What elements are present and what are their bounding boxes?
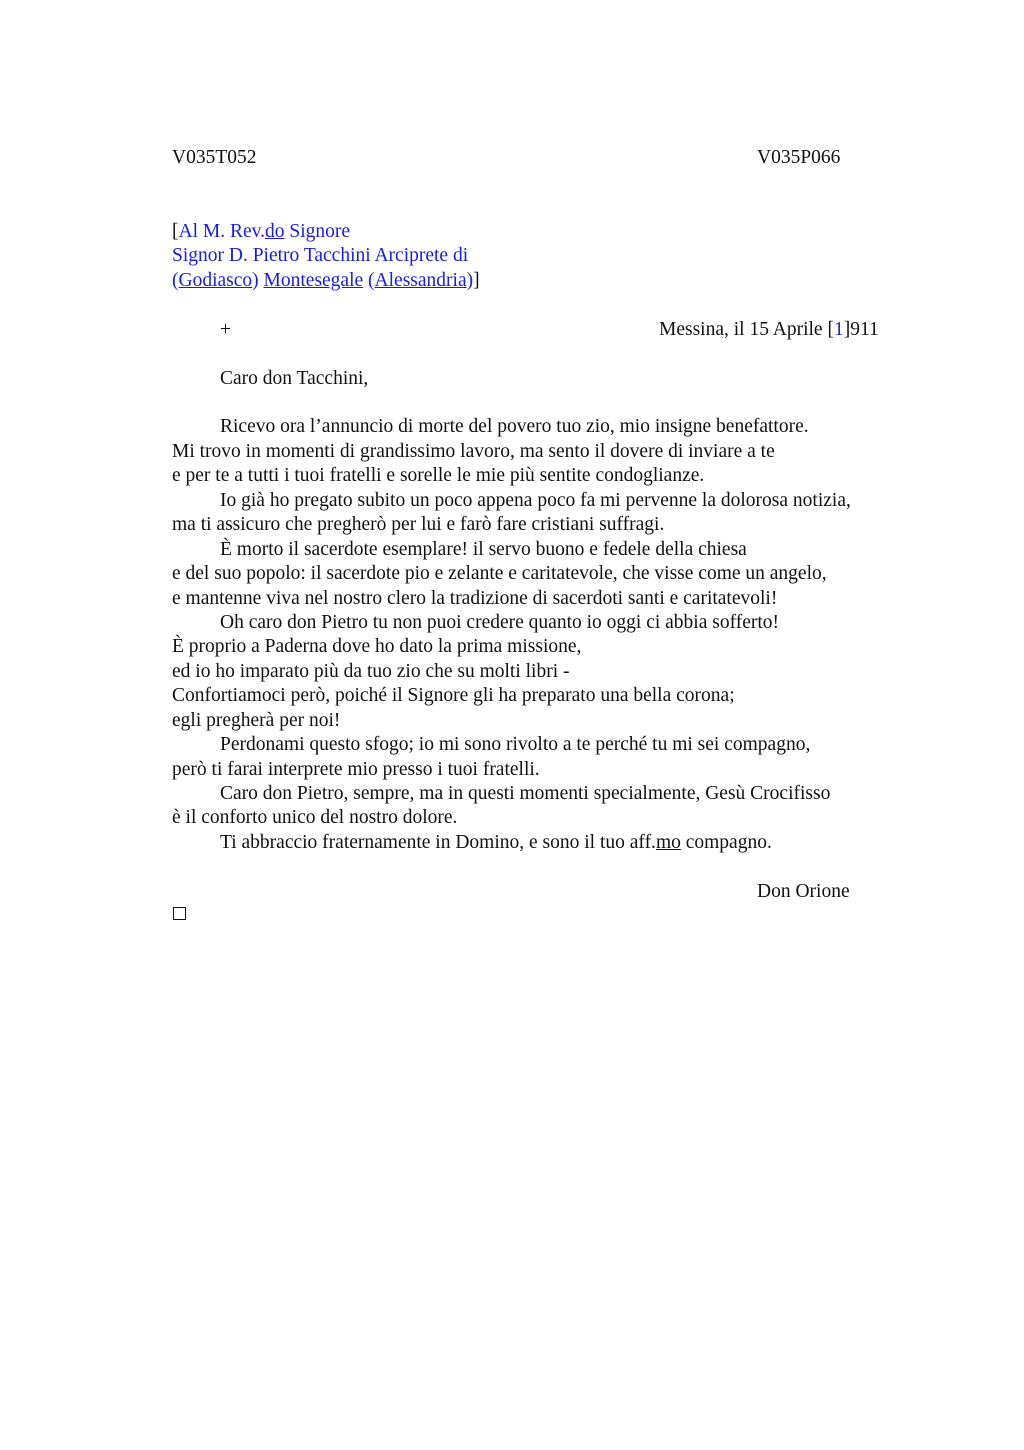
body-line: Mi trovo in momenti di grandissimo lavoro, ma sento il dovere di inviare a te: [172, 441, 775, 462]
address-line-1: [172, 220, 350, 244]
closing-abbreviation: mo: [655, 832, 681, 853]
body-line: ma ti assicuro che pregherò per lui e farò fare cristiani suffragi.: [172, 514, 665, 535]
place-link-godiasco[interactable]: Godiasco: [178, 270, 253, 291]
body-line: però ti farai interprete mio presso i tuoi fratelli.: [172, 759, 540, 780]
body-line: Caro don Pietro, sempre, ma in questi momenti specialmente, Gesù Crocifisso: [220, 783, 831, 804]
body-line: Confortiamoci però, poiché il Signore gli ha preparato una bella corona;: [172, 685, 735, 706]
dateline: Messina, il 15 Aprile [1]911: [659, 319, 879, 340]
salutation: Caro don Tacchini,: [220, 368, 369, 389]
end-marker-box-icon: [173, 907, 186, 920]
body-line: ed io ho imparato più da tuo zio che su molti libri -: [172, 661, 570, 682]
place-link-montesegale[interactable]: Montesegale: [263, 270, 364, 291]
year-digit-editorial: 1: [833, 319, 844, 340]
address-close-bracket: ]: [473, 270, 480, 291]
body-line: egli pregherà per noi!: [172, 710, 341, 731]
address-recipient-title: Al M. Rev.do Signore: [178, 221, 351, 242]
body-line: è il conforto unico del nostro dolore.: [172, 807, 458, 828]
body-line: e per te a tutti i tuoi fratelli e sorelle le mie più sentite condoglianze.: [172, 465, 705, 486]
body-line: È proprio a Paderna dove ho dato la prima missione,: [172, 636, 582, 657]
body-line: È morto il sacerdote esemplare! il servo buono e fedele della chiesa: [220, 539, 747, 560]
place-link-alessandria[interactable]: Alessandria: [374, 270, 467, 291]
body-line: Oh caro don Pietro tu non puoi credere quanto io oggi ci abbia sofferto!: [220, 612, 780, 633]
address-line-3: (Godiasco) Montesegale (Alessandria)]: [172, 270, 480, 291]
address-title-abbreviation: do: [264, 221, 285, 242]
body-line: Ricevo ora l’annuncio di morte del povero tuo zio, mio insigne benefattore.: [220, 416, 809, 437]
document-code-left: V035T052: [172, 147, 257, 168]
document-code-right: V035P066: [757, 147, 841, 168]
body-line: e del suo popolo: il sacerdote pio e zelante e caritatevole, che visse come un angelo,: [172, 563, 827, 584]
closing-line: Ti abbraccio fraternamente in Domino, e sono il tuo aff.mo compagno.: [220, 832, 772, 853]
body-line: Io già ho pregato subito un poco appena poco fa mi pervenne la dolorosa notizia,: [220, 490, 851, 511]
body-line: e mantenne viva nel nostro clero la tradizione di sacerdoti santi e caritatevoli!: [172, 588, 778, 609]
address-line-2: Signor D. Pietro Tacchini Arciprete di: [172, 245, 469, 266]
signature: Don Orione: [757, 881, 850, 902]
body-line: Perdonami questo sfogo; io mi sono rivolto a te perché tu mi sei compagno,: [220, 734, 811, 755]
address-open-bracket: [: [172, 221, 179, 242]
cross-symbol: +: [220, 319, 231, 340]
